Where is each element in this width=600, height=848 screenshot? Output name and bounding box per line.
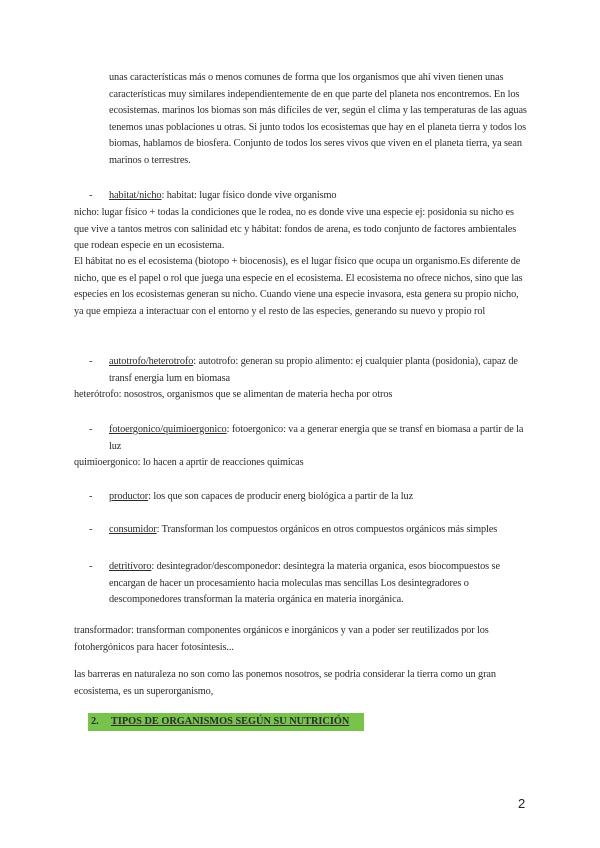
detritivoro-term: detritívoro — [109, 561, 152, 572]
section-heading-text: TIPOS DE ORGANISMOS SEGÚN SU NUTRICIÓN — [111, 716, 350, 727]
bullet-dash: - — [89, 424, 93, 435]
autotrofo-term: autotrofo/heterotrofo — [109, 356, 194, 367]
section-heading — [88, 713, 364, 731]
detritivoro-bullet — [109, 559, 527, 609]
productor-term: productor — [109, 491, 149, 502]
bullet-dash: - — [89, 491, 93, 502]
autotrofo-definition: : autotrofo: generan su propio alimento: ej cualquier planta (posidonia), capaz de transf energia lum en biomasa — [109, 356, 518, 384]
intro-paragraph: unas características más o menos comunes de forma que los organismos que ahí viven tienen unas características muy similares independientemente de en que parte del planeta nos encontremos. En los ecosistemas. marinos los biomas son más difíciles de ver, según el clima y las temperaturas de las aguas tenemos unas poblaciones u otras. Si junto todos los ecosistemas que hay en el planeta tierra y todos los biomas, hablamos de biosfera. Conjunto de todos los seres vivos que viven en el planeta tierra, ya sean marinos o terrestres. — [109, 72, 527, 166]
fotoergonico-definition: : fotoergonico: va a generar energia que se transf en biomasa a partir de la luz — [109, 424, 524, 452]
habitat-explanation-paragraph: El hábitat no es el ecosistema (biotopo + biocenosis), es el lugar físico que ocupa un organismo.Es diferente de nicho, que es el papel o rol que juega una especie en el ecosistema. El ecosistema no ofrece nichos, sino que las especies en los ecosistemas generan su nicho. Cuando viene una especie invasora, esta genera su propio nicho, ya que empieza a interactuar con el entorno y el resto de las especies, generando su nuevo y propio rol — [74, 256, 523, 317]
heterotrofo-paragraph: heterótrofo: nosostros, organismos que se alimentan de materia hecha por otros — [74, 389, 393, 400]
autotrofo-bullet — [109, 354, 527, 387]
bullet-dash: - — [89, 524, 93, 535]
barreras-paragraph: las barreras en naturaleza no son como las ponemos nosotros, se podria considerar la tierra como un gran ecosistema, es un superorganismo, — [74, 669, 496, 697]
consumidor-term: consumidor — [109, 524, 157, 535]
bullet-dash: - — [89, 356, 93, 367]
quimioergonico-paragraph: quimioergonico: lo hacen a aprtir de reacciones quimicas — [74, 457, 304, 468]
habitat-bullet — [109, 188, 527, 205]
productor-definition: : los que son capaces de producir energ biológica a partir de la luz — [148, 491, 414, 502]
bullet-dash: - — [89, 561, 93, 572]
detritivoro-definition: : desintegrador/descomponedor: desintegra la materia organica, esos biocompuestos se encargan de hacer un procesamiento hacia moleculas mas sencillas Los desintegradores o descomponedores transforman la materia orgánica en materia inorgánica. — [109, 561, 500, 606]
fotoergonico-bullet — [109, 422, 527, 455]
section-heading-number: 2. — [91, 716, 99, 727]
nicho-paragraph: nicho: lugar físico + todas la condiciones que le rodea, no es donde vive una especie ej: posidonia su nicho es que vive a tantos metros con salinidad etc y hábitat: fondos de arena, es todo conjunto de factores ambientales que rodean especie en un ecosistema. — [74, 207, 517, 252]
bullet-dash: - — [89, 190, 93, 201]
consumidor-definition: : Transforman los compuestos orgánicos en otros compuestos orgánicos más simples — [156, 524, 498, 535]
productor-bullet — [109, 489, 527, 506]
transformador-paragraph: transformador: transforman componentes orgánicos e inorgánicos y van a poder ser reutilizados por los fotohergónicos para hacer fotosíntesis... — [74, 625, 489, 653]
habitat-term: habitat/nicho — [109, 190, 162, 201]
habitat-definition: : habitat: lugar físico donde vive organismo — [161, 190, 337, 201]
consumidor-bullet — [109, 522, 527, 539]
fotoergonico-term: fotoergonico/quimioergonico — [109, 424, 227, 435]
page-number: 2 — [518, 796, 526, 811]
